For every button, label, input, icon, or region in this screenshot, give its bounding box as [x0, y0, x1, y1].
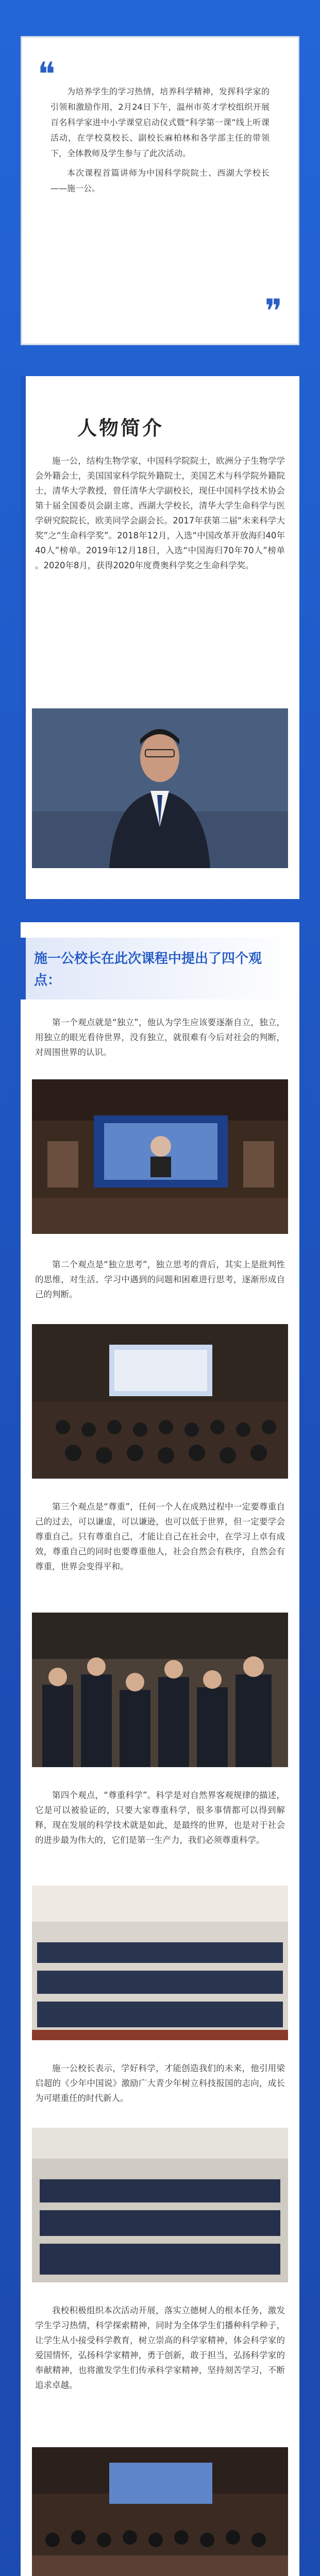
close-quote-icon: ❞: [264, 293, 282, 331]
event-photo-2: [32, 1324, 288, 1479]
event-photo-6: [32, 2447, 288, 2576]
accent-bar: [21, 938, 26, 999]
intro-card: [21, 36, 299, 345]
open-quote-icon: ❝: [38, 56, 56, 94]
main-card: [21, 922, 299, 2576]
point-paragraph: 我校积极组织本次活动开展，落实立德树人的根本任务，激发学生学习热情，科学探索精神，同时为全体学生们播种科学种子，让学生从小接受科学教育，树立崇高的科学家精神，体会科学家的爱国情怀，弘扬科学家精神，勇于创新，敢于担当，弘扬科学家的奉献精神，也将激发学生们传承科学家精神，坚持刻苦学习，不断追求卓越。: [35, 2306, 285, 2390]
bio-card: [21, 376, 299, 899]
intro-text: [50, 84, 270, 200]
point-paragraph: 第二个观点是“独立思考”，独立思考的背后，其实上是批判性的思维，对生活、学习中遇到的问题和困难进行思考，逐渐形成自己的判断。: [35, 1260, 285, 1299]
event-photo-3: [32, 1613, 288, 1767]
portrait-photo: [32, 708, 288, 868]
point-paragraph: 第三个观点是“尊重”，任何一个人在成熟过程中一定要尊重自己的过去，可以谦虚，可以谦逊，也可以低于世界，但一定要学会尊重自己。只有尊重自己，才能让自己在社会中，在学习上卓有成效，尊重自己的同时也要尊重他人，社会自然会有秩序，自然会有尊重，世界会变得平和。: [35, 1502, 285, 1571]
point-paragraph: 施一公校长表示，学好科学，才能创造我们的未来，他引用梁启超的《少年中国说》激励广大青少年树立科技报国的志向，成长为可堪重任的时代新人。: [35, 2063, 285, 2103]
main-title: 施一公校长在此次课程中提出了四个观点：: [34, 951, 262, 988]
intro-paragraph: 为培养学生的学习热情，培养科学精神，发挥科学家的引领和激励作用，2月24日下午，温州市英才学校组织开展百名科学家进中小学课堂启动仪式暨“科学第一课”线上听课活动，在学校莫校长、副校长麻柏林和各学部主任的带领下，全体教师及学生参与了此次活动。: [50, 87, 270, 158]
intro-paragraph: 本次课程首篇讲师为中国科学院院士、西湖大学校长——施一公。: [50, 168, 270, 193]
accent-bar: [21, 376, 26, 899]
event-photo-4: [32, 1886, 288, 2040]
bio-text: 施一公，结构生物学家，中国科学院院士，欧洲分子生物学学会外籍会士，美国国家科学院外籍院士，美国艺术与科学院外籍院士，清华大学教授，曾任清华大学副校长，现任中国科学技术协会第十届全国委员会副主席、西湖大学校长，清华大学生命科学与医学研究院院长，欧美同学会副会长。2017年获第二届“未来科学大奖”之“生命科学奖”。2018年12月，入选“中国改革开放海归40年40人”榜单。2019年12月18日，入选“中国海归70年70人”榜单 。2020年8月，获得2020年度费奥科学奖之生命科学奖。: [35, 456, 285, 570]
point-paragraph: 第一个观点就是“独立”，他认为学生应该要逐渐自立，独立，用独立的眼光看待世界，没有独立，就很难有今后对社会的判断，对周围世界的认识。: [35, 1018, 285, 1057]
point-paragraph: 第四个观点，“尊重科学”。科学是对自然界客观规律的描述，它是可以被验证的，只要大家尊重科学，很多事情都可以得到解释，现在发展的科学技术就是如此，是最终的世界，也是对于社会的进步最为伟大的，它们是第一生产力，我们必须尊重科学。: [35, 1790, 285, 1845]
main-header: [21, 938, 299, 999]
bio-title: 人物简介: [77, 417, 164, 439]
event-photo-5: [32, 2128, 288, 2282]
event-photo-1: [32, 1079, 288, 1234]
